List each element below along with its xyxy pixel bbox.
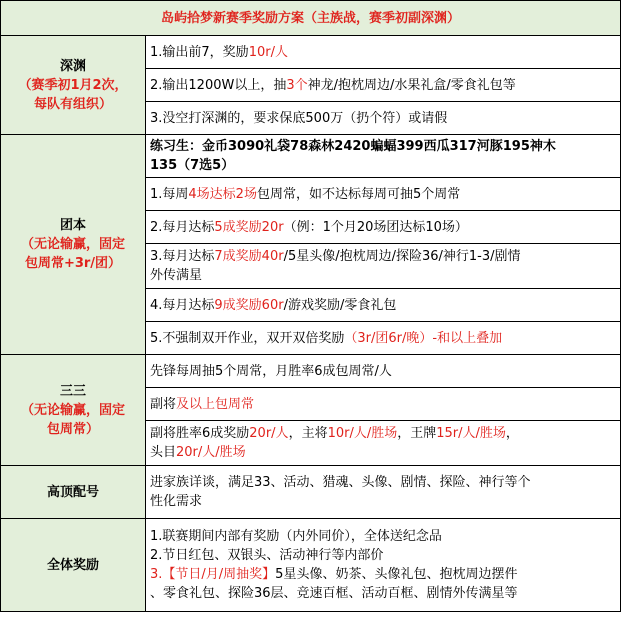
- abyss-rule-3: [146, 102, 621, 135]
- category-note: （无论输赢，固定: [20, 402, 125, 418]
- rule-text: 性化需求: [150, 494, 203, 509]
- rule-highlight: 20r/人: [249, 426, 289, 441]
- rule-highlight: 3.【节日/月/周抽奖】: [150, 567, 276, 582]
- page-title: 岛屿拾梦新赛季奖励方案（主族战，赛季初副深渊）: [1, 1, 621, 36]
- rule-highlight: 9成奖励60r: [214, 297, 284, 313]
- rule-text: ，王牌: [397, 426, 437, 441]
- rule-text: （例：1个月20场团达标10场）: [283, 219, 468, 235]
- rule-text: 2.节日红包、双银头、活动神行等内部价: [150, 548, 384, 563]
- rule-text: 5.不强制双开作业，双开双倍奖励: [150, 330, 345, 346]
- top-rule-1: [146, 466, 621, 519]
- rule-text: 包周常，如不达标每周可抽5个周常: [256, 186, 461, 202]
- rule-text: 1.联赛期间内部有奖励（内外同价），全体送纪念品: [150, 529, 442, 544]
- team-trainee-row: [146, 135, 621, 178]
- category-all: [1, 519, 146, 612]
- table-row: [1, 519, 621, 612]
- rule-highlight: 10r/人: [248, 44, 288, 60]
- sansan-rule-2: [146, 388, 621, 421]
- table-row: [1, 355, 621, 388]
- rule-highlight: 7成奖励40r: [214, 249, 284, 264]
- category-note: 每队有组织）: [33, 96, 112, 112]
- rule-text: ，主将: [288, 426, 328, 441]
- rule-text: /5星头像/抱枕周边/探险36/神行1-3/剧情: [283, 249, 521, 264]
- table-row: [1, 466, 621, 519]
- rule-highlight: 15r/人/胜场: [436, 426, 506, 441]
- abyss-rule-2: [146, 69, 621, 102]
- rule-text: 2.每月达标: [150, 219, 215, 235]
- rule-highlight: 5成奖励20r: [214, 219, 284, 235]
- category-note: 包周常）: [46, 421, 99, 437]
- all-rewards: [146, 519, 621, 612]
- rule-text: ，: [505, 426, 519, 441]
- category-label: 深渊: [59, 58, 86, 74]
- sansan-rule-1: [146, 355, 621, 388]
- rule-highlight: （3r/团6r/晚）-和以上叠加: [344, 330, 503, 346]
- team-rule-3: [146, 244, 621, 289]
- table-row: [1, 36, 621, 69]
- category-note: （赛季初1月2次，: [18, 77, 128, 93]
- category-note: （无论输赢，固定: [20, 237, 125, 252]
- table-row: [1, 135, 621, 178]
- rule-text: 2.输出1200W以上，抽: [150, 77, 287, 93]
- abyss-rule-1: [146, 36, 621, 69]
- rule-text: /游戏奖励/零食礼包: [283, 297, 397, 313]
- category-label: 团本: [59, 218, 86, 233]
- category-label: 三三: [59, 383, 86, 399]
- team-rule-5: [146, 322, 621, 355]
- rule-text: 进家族详谈，满足33、活动、猎魂、头像、剧情、探险、神行等个: [150, 475, 531, 490]
- rule-text: 头目: [150, 445, 177, 460]
- rule-highlight: 及以上包周常: [176, 396, 255, 412]
- rule-text: 神龙/抱枕周边/水果礼盒/零食礼包等: [307, 77, 516, 93]
- category-abyss: [1, 36, 146, 135]
- rule-text: 135（7选5）: [150, 158, 235, 173]
- category-top: [1, 466, 146, 519]
- rule-text: 1.输出前7，奖励: [150, 44, 249, 60]
- rule-highlight: 4场达标2场: [188, 186, 257, 202]
- rule-text: 4.每月达标: [150, 297, 215, 313]
- team-rule-4: [146, 289, 621, 322]
- rule-text: 练习生：金币3090礼袋78森林2420蝙蝠399西瓜317河豚195神木: [150, 139, 556, 154]
- rule-text: 副将胜率6成奖励: [150, 426, 250, 441]
- rule-text: 外传满星: [150, 268, 203, 283]
- rule-text: 、零食礼包、探险36层、竞速百框、活动百框、剧情外传满星等: [150, 586, 518, 601]
- sansan-rule-3: [146, 421, 621, 466]
- rule-text: 副将: [150, 396, 177, 412]
- category-label: 高顶配号: [46, 484, 99, 500]
- rule-text: 1.每周: [150, 186, 189, 202]
- rule-text: 先锋每周抽5个周常，月胜率6成包周常/人: [150, 363, 392, 379]
- category-sansan: [1, 355, 146, 466]
- team-rule-2: [146, 211, 621, 244]
- category-team: [1, 135, 146, 355]
- rule-text: 5星头像、奶茶、头像礼包、抱枕周边摆件: [275, 567, 518, 582]
- category-note: 包周常+3r/团）: [24, 256, 122, 271]
- category-label: 全体奖励: [46, 557, 99, 573]
- team-rule-1: [146, 178, 621, 211]
- title-row: [1, 1, 621, 36]
- rule-highlight: 10r/人/胜场: [327, 426, 398, 441]
- rule-highlight: 3个: [286, 77, 308, 93]
- rule-highlight: 20r/人/胜场: [176, 445, 246, 460]
- rule-text: 3.没空打深渊的，要求保底500万（扔个符）或请假: [150, 110, 448, 126]
- rule-text: 3.每月达标: [150, 249, 215, 264]
